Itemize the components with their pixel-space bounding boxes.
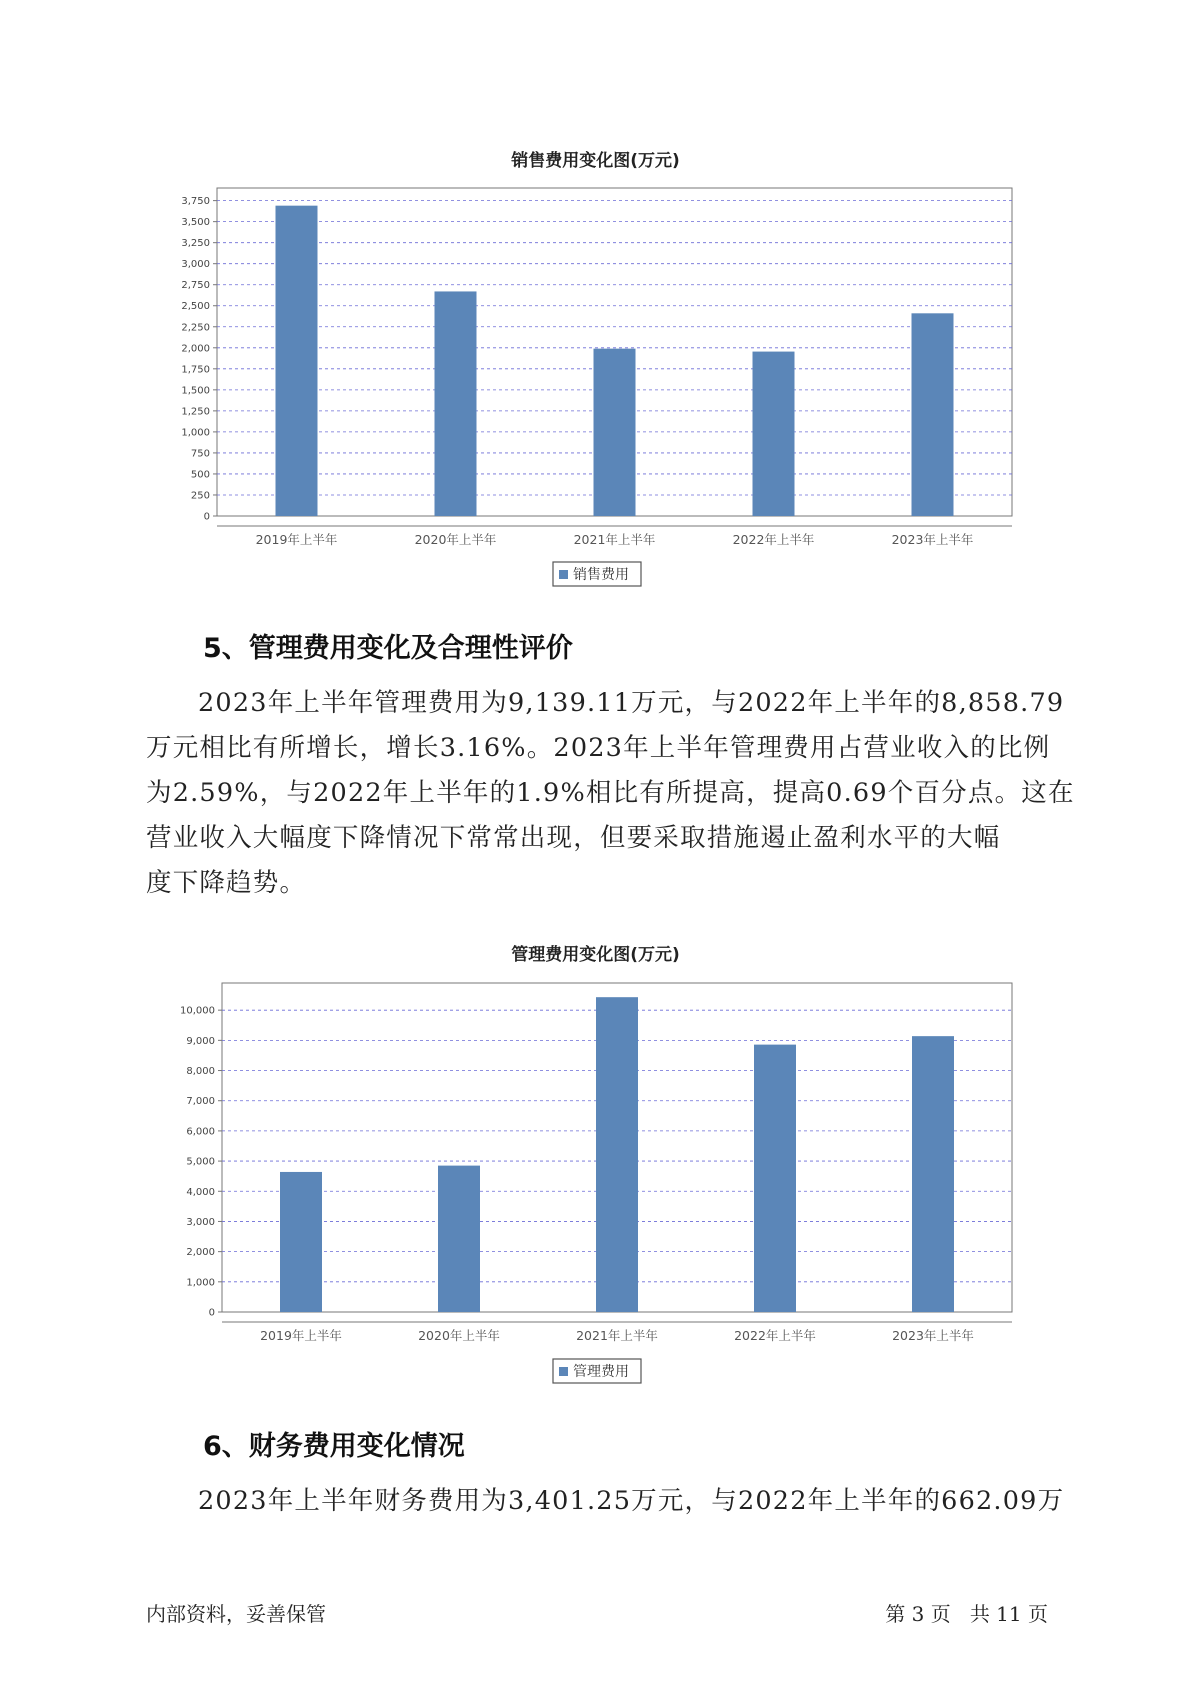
y-tick-label: 1,750 — [181, 364, 210, 376]
y-tick-label: 0 — [203, 511, 210, 523]
x-tick-label: 2019年上半年 — [260, 1328, 342, 1343]
paragraph-line: 度下降趋势。 — [146, 868, 307, 898]
bar — [596, 997, 638, 1312]
y-tick-label: 1,000 — [186, 1277, 215, 1289]
y-tick-label: 10,000 — [180, 1005, 215, 1017]
x-tick-label: 2020年上半年 — [418, 1328, 500, 1343]
y-tick-label: 3,000 — [181, 259, 210, 271]
y-tick-label: 1,500 — [181, 385, 210, 397]
x-tick-label: 2021年上半年 — [576, 1328, 658, 1343]
y-tick-label: 500 — [190, 469, 210, 481]
y-tick-label: 9,000 — [186, 1035, 215, 1047]
x-tick-label: 2022年上半年 — [732, 532, 815, 547]
section6-heading: 6、财务费用变化情况 — [203, 1431, 465, 1462]
legend-swatch — [559, 570, 568, 579]
y-tick-label: 3,000 — [186, 1216, 215, 1228]
y-tick-label: 3,500 — [181, 217, 210, 229]
footer-page-number: 第 3 页 共 11 页 — [885, 1602, 1048, 1626]
y-tick-label: 2,000 — [181, 343, 210, 355]
bar — [753, 352, 795, 516]
bar — [438, 1166, 480, 1312]
sales-expense-chart — [0, 180, 1191, 590]
section5-paragraph — [146, 681, 1075, 906]
section6-paragraph — [146, 1479, 1065, 1524]
y-tick-label: 8,000 — [186, 1066, 215, 1078]
paragraph-line: 营业收入大幅度下降情况下常常出现，但要采取措施遏止盈利水平的大幅 — [146, 823, 1001, 853]
chart2-title: 管理费用变化图(万元) — [511, 945, 680, 965]
chart1-title: 销售费用变化图(万元) — [511, 151, 680, 171]
bar — [594, 349, 636, 516]
y-tick-label: 2,750 — [181, 280, 210, 292]
x-tick-label: 2021年上半年 — [573, 532, 656, 547]
bar — [276, 206, 318, 516]
x-tick-label: 2020年上半年 — [414, 532, 497, 547]
section5-heading: 5、管理费用变化及合理性评价 — [203, 633, 573, 664]
y-tick-label: 7,000 — [186, 1096, 215, 1108]
bar — [280, 1172, 322, 1312]
x-tick-label: 2023年上半年 — [891, 532, 974, 547]
paragraph-line: 2023年上半年管理费用为9,139.11万元，与2022年上半年的8,858.79 — [198, 688, 1065, 718]
y-tick-label: 250 — [190, 490, 210, 502]
paragraph-line: 万元相比有所增长，增长3.16%。2023年上半年管理费用占营业收入的比例 — [146, 733, 1051, 763]
bar — [754, 1045, 796, 1312]
y-tick-label: 2,000 — [186, 1247, 215, 1259]
x-tick-label: 2022年上半年 — [734, 1328, 816, 1343]
legend-label: 销售费用 — [573, 567, 629, 583]
footer-confidential: 内部资料，妥善保管 — [146, 1602, 326, 1626]
y-tick-label: 0 — [208, 1307, 215, 1319]
y-tick-label: 3,750 — [181, 196, 210, 208]
y-tick-label: 6,000 — [186, 1126, 215, 1138]
legend-label: 管理费用 — [573, 1364, 629, 1380]
y-tick-label: 2,500 — [181, 301, 210, 313]
x-tick-label: 2023年上半年 — [892, 1328, 974, 1343]
admin-expense-chart — [0, 975, 1191, 1385]
bar — [912, 1036, 954, 1312]
y-tick-label: 1,250 — [181, 406, 210, 418]
y-tick-label: 3,250 — [181, 238, 210, 250]
paragraph-line: 为2.59%，与2022年上半年的1.9%相比有所提高，提高0.69个百分点。这在 — [146, 778, 1075, 808]
bar — [912, 313, 954, 516]
x-tick-label: 2019年上半年 — [255, 532, 338, 547]
y-tick-label: 1,000 — [181, 427, 210, 439]
bar — [435, 291, 477, 516]
y-tick-label: 5,000 — [186, 1156, 215, 1168]
y-tick-label: 750 — [190, 448, 210, 460]
legend-swatch — [559, 1367, 568, 1376]
y-tick-label: 2,250 — [181, 322, 210, 334]
y-tick-label: 4,000 — [186, 1186, 215, 1198]
paragraph-line: 2023年上半年财务费用为3,401.25万元，与2022年上半年的662.09万 — [198, 1486, 1065, 1516]
